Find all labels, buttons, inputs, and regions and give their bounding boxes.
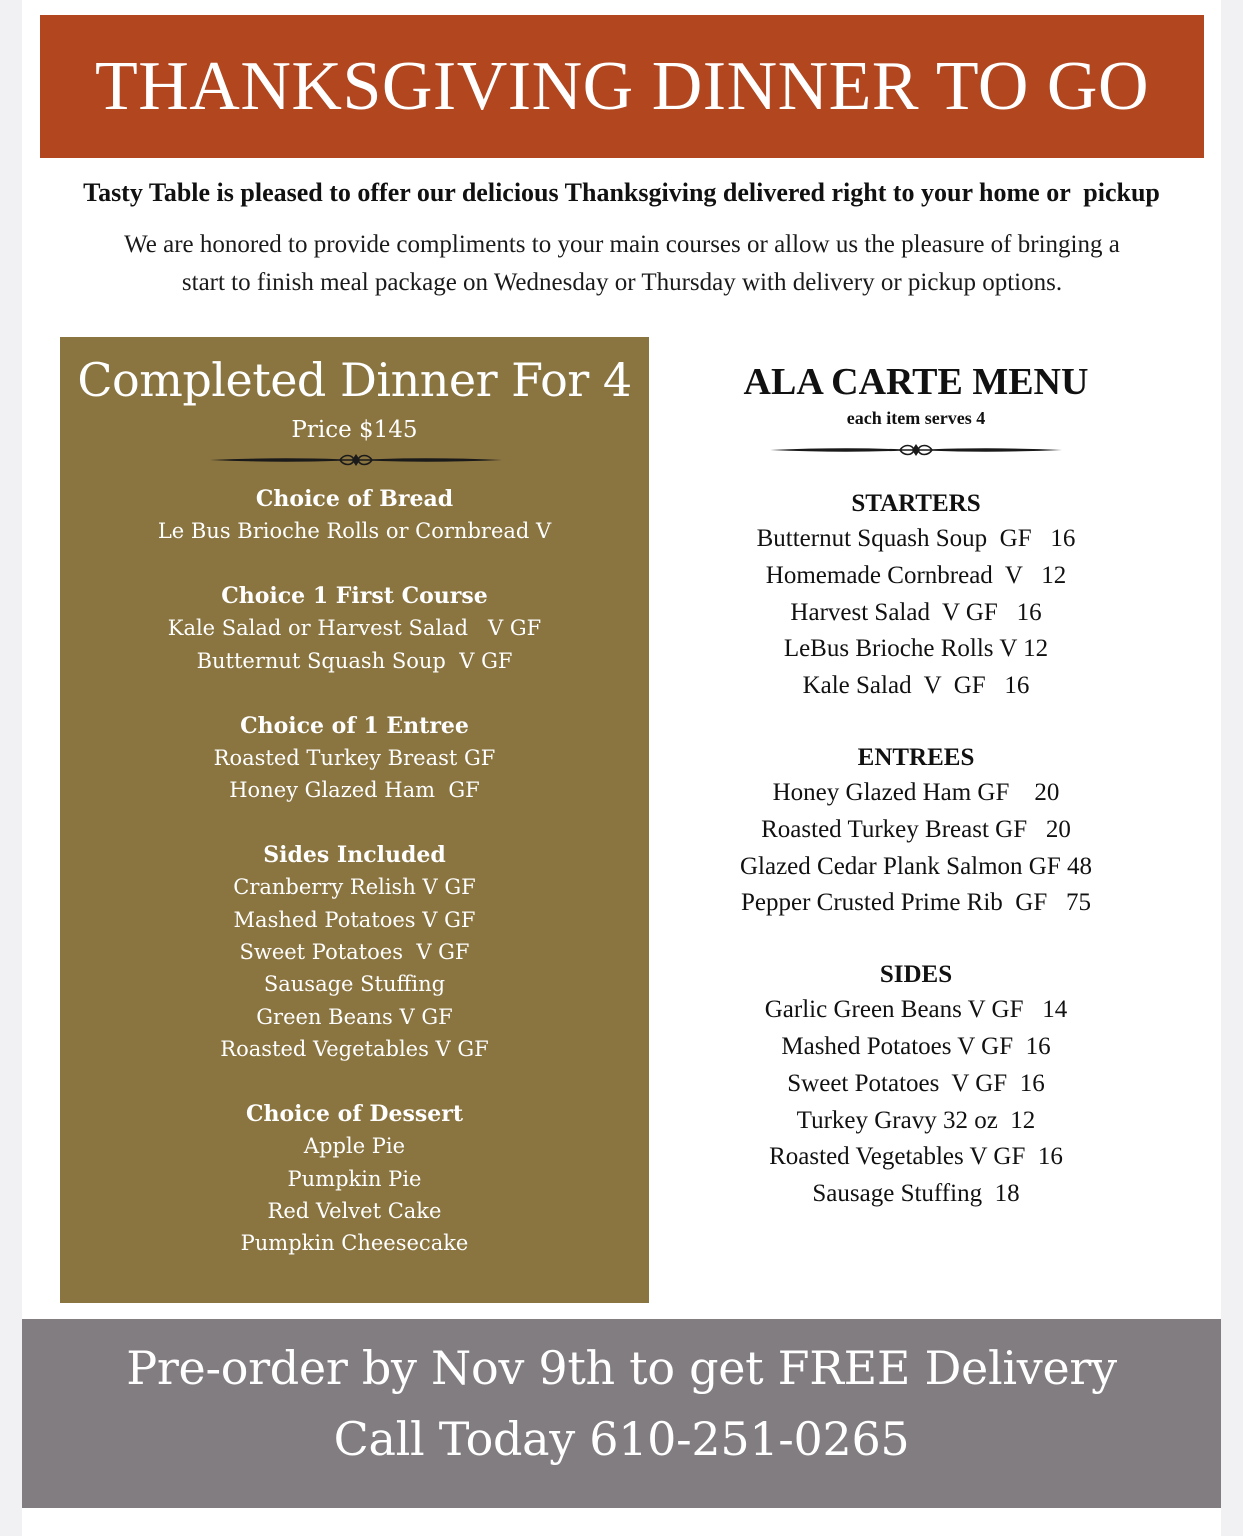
menu-item: Sweet Potatoes V GF 16 xyxy=(787,1069,1045,1097)
menu-item: LeBus Brioche Rolls V 12 xyxy=(783,635,1049,663)
section-heading: ENTREES xyxy=(857,743,975,771)
menu-item: Pumpkin Cheesecake xyxy=(240,1231,469,1256)
menu-section xyxy=(60,839,649,1065)
menu-item: Kale Salad or Harvest Salad V GF xyxy=(167,616,542,641)
section-heading: Choice 1 First Course xyxy=(221,583,488,610)
menu-item: Sausage Stuffing xyxy=(263,972,446,997)
completed-dinner-sections xyxy=(60,483,649,1259)
section-heading: Choice of 1 Entree xyxy=(240,712,469,739)
section-heading: Sides Included xyxy=(263,842,446,869)
section-heading: STARTERS xyxy=(851,490,981,517)
menu-item: Roasted Turkey Breast GF xyxy=(213,745,496,770)
ornament-divider-icon xyxy=(210,452,502,468)
menu-section xyxy=(60,710,649,807)
menu-item: Pumpkin Pie xyxy=(287,1166,422,1191)
intro-text xyxy=(60,226,1184,302)
intro-headline: Tasty Table is pleased to offer our delicious Thanksgiving delivered right to your home or pickup xyxy=(83,178,1160,207)
menu-section xyxy=(680,741,1152,922)
menu-item: Le Bus Brioche Rolls or Cornbread V xyxy=(157,519,552,543)
section-heading: Choice of Bread xyxy=(255,486,454,512)
menu-item: Honey Glazed Ham GF 20 xyxy=(772,778,1060,806)
menu-item: Butternut Squash Soup V GF xyxy=(196,648,513,673)
completed-dinner-price: Price $145 xyxy=(291,417,418,443)
menu-item: Pepper Crusted Prime Rib GF 75 xyxy=(741,889,1091,917)
ala-carte-title: ALA CARTE MENU xyxy=(743,361,1089,403)
menu-item: Roasted Vegetables V GF xyxy=(220,1036,489,1061)
section-heading: SIDES xyxy=(879,961,953,989)
menu-item: Butternut Squash Soup GF 16 xyxy=(756,525,1076,552)
footer-banner xyxy=(22,1319,1221,1508)
menu-item: Homemade Cornbread V 12 xyxy=(765,561,1067,589)
menu-section xyxy=(60,1098,649,1259)
menu-item: Turkey Gravy 32 oz 12 xyxy=(796,1106,1036,1134)
completed-dinner-title: Completed Dinner For 4 xyxy=(77,353,632,407)
preorder-notice: Pre-order by Nov 9th to get FREE Delivery xyxy=(126,1341,1117,1395)
menu-section xyxy=(680,958,1152,1213)
menu-item: Kale Salad V GF 16 xyxy=(802,672,1030,700)
menu-item: Roasted Turkey Breast GF 20 xyxy=(761,815,1071,843)
ala-carte-sections xyxy=(680,487,1152,1249)
menu-item: Cranberry Relish V GF xyxy=(233,875,476,900)
menu-item: Garlic Green Beans V GF 14 xyxy=(764,996,1068,1024)
intro-line-1: We are honored to provide compliments to your main courses or allow us the pleasure of bringing a xyxy=(124,231,1120,258)
menu-item: Sweet Potatoes V GF xyxy=(239,940,470,965)
menu-section xyxy=(680,487,1152,705)
menu-item: Sausage Stuffing 18 xyxy=(812,1180,1020,1208)
menu-item: Mashed Potatoes V GF 16 xyxy=(781,1032,1051,1060)
menu-item: Harvest Salad V GF 16 xyxy=(790,598,1042,626)
title-banner xyxy=(40,15,1204,158)
call-phone-number: Call Today 610-251-0265 xyxy=(333,1412,910,1466)
ala-carte-subtitle: each item serves 4 xyxy=(846,408,986,428)
menu-item: Glazed Cedar Plank Salmon GF 48 xyxy=(739,852,1093,880)
intro-line-2: start to finish meal package on Wednesday or Thursday with delivery or pickup options. xyxy=(181,269,1063,296)
menu-item: Honey Glazed Ham GF xyxy=(229,778,480,803)
menu-item: Mashed Potatoes V GF xyxy=(233,907,476,932)
ornament-divider-icon xyxy=(770,442,1062,458)
menu-item: Roasted Vegetables V GF 16 xyxy=(769,1143,1063,1171)
menu-item: Green Beans V GF xyxy=(256,1004,453,1029)
section-heading: Choice of Dessert xyxy=(246,1101,463,1128)
menu-section xyxy=(60,483,649,547)
page-title: THANKSGIVING DINNER TO GO xyxy=(94,47,1150,125)
menu-item: Red Velvet Cake xyxy=(267,1198,442,1223)
menu-section xyxy=(60,580,649,677)
menu-item: Apple Pie xyxy=(303,1134,406,1159)
